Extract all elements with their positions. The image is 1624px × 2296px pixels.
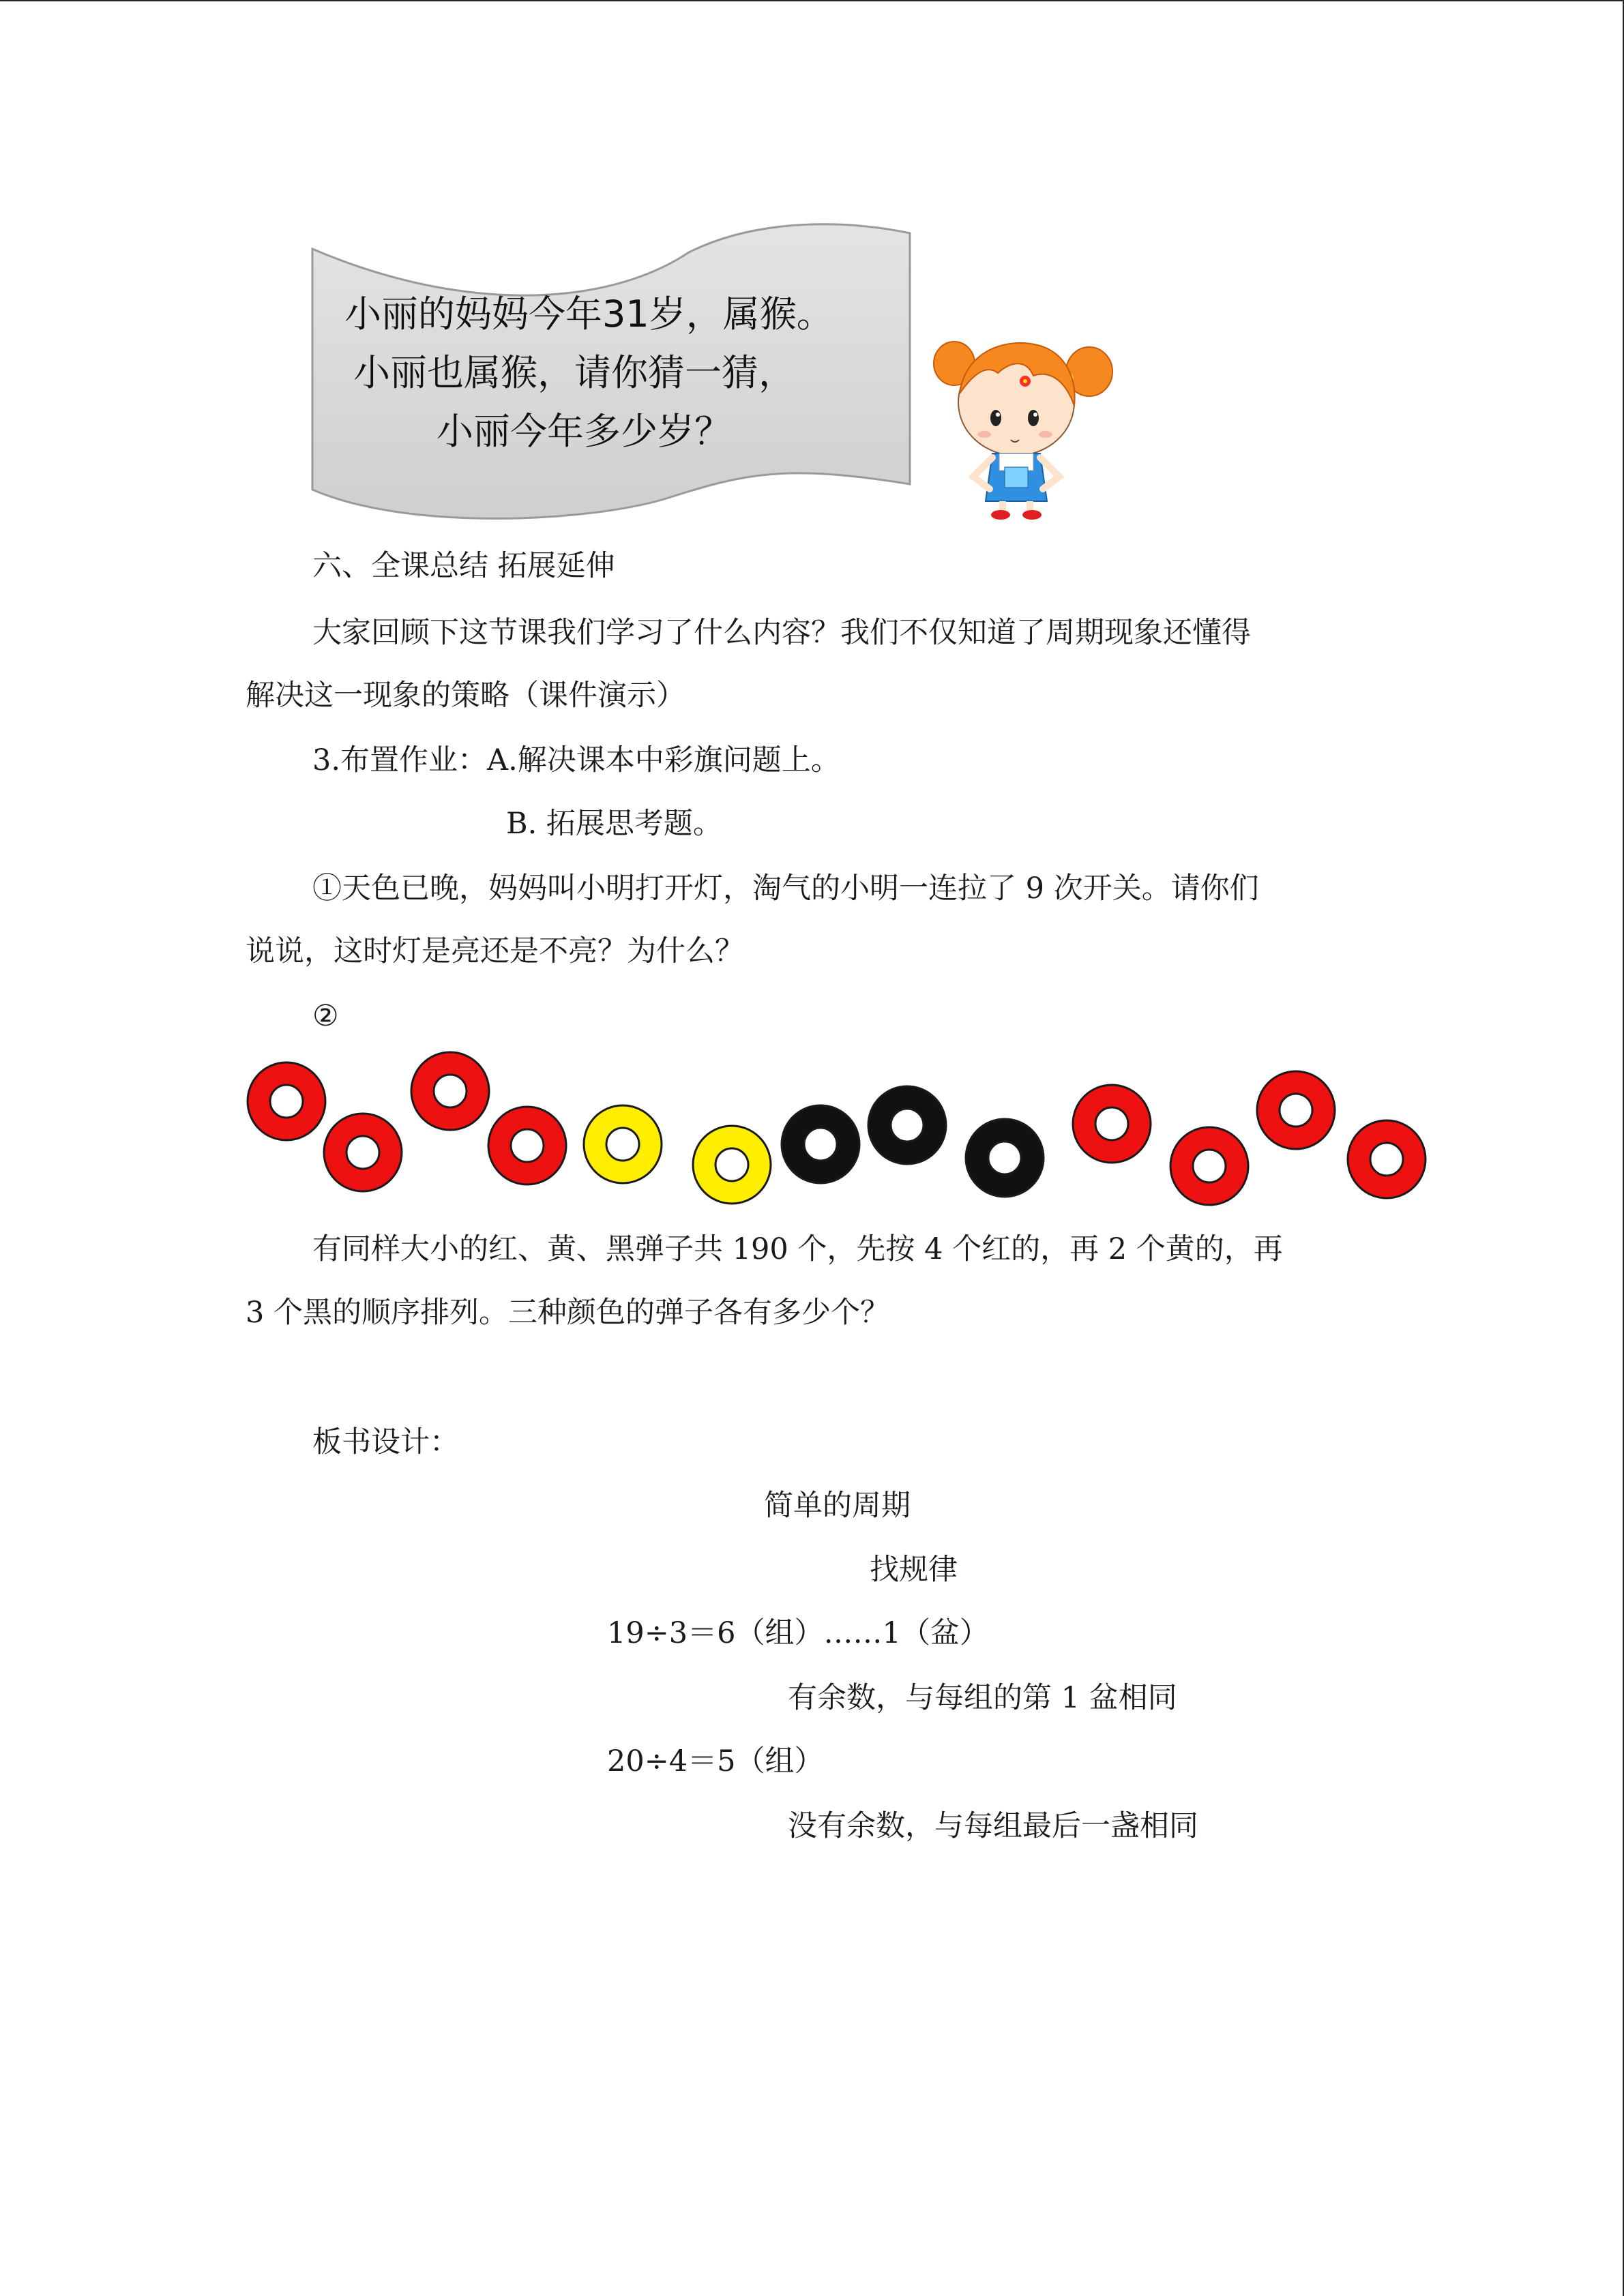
yellow-ring-hole xyxy=(606,1128,639,1161)
question-2-line-1: 有同样大小的红、黄、黑弹子共 190 个，先按 4 个红的，再 2 个黄的，再 xyxy=(312,1232,1283,1266)
red-ring-hole xyxy=(1193,1150,1226,1182)
colored-rings-row xyxy=(242,1050,1432,1210)
speech-line-2: 小丽也属猴，请你猜一猜， xyxy=(353,351,795,394)
speech-line-1: 小丽的妈妈今年31岁，属猴。 xyxy=(344,293,833,336)
question-1-line-2: 说说，这时灯是亮还是不亮？为什么？ xyxy=(246,934,744,968)
black-ring-hole xyxy=(804,1128,837,1161)
black-ring-hole xyxy=(891,1109,924,1142)
question-1-line-1: ①天色已晚，妈妈叫小明打开灯，淘气的小明一连拉了 9 次开关。请你们 xyxy=(312,871,1259,906)
summary-line-1: 大家回顾下这节课我们学习了什么内容？我们不仅知道了周期现象还懂得 xyxy=(312,616,1251,650)
black-ring-hole xyxy=(988,1142,1021,1174)
red-ring-hole xyxy=(1370,1143,1403,1176)
board-title: 简单的周期 xyxy=(764,1489,911,1523)
red-ring-hole xyxy=(346,1136,379,1169)
red-ring-hole xyxy=(270,1085,303,1118)
cartoon-girl-illustration xyxy=(931,331,1115,522)
homework-a: 3.布置作业：A.解决课本中彩旗问题上。 xyxy=(312,743,840,777)
speech-line-3: 小丽今年多少岁？ xyxy=(437,410,731,453)
yellow-ring-hole xyxy=(715,1148,748,1181)
board-note-1: 有余数，与每组的第 1 盆相同 xyxy=(788,1681,1177,1715)
speech-banner-text xyxy=(307,285,921,461)
question-2-marker: ② xyxy=(312,999,339,1033)
board-design-label: 板书设计： xyxy=(312,1425,459,1459)
board-equation-1: 19÷3＝6（组）……1（盆） xyxy=(607,1616,989,1650)
red-ring-hole xyxy=(1280,1094,1312,1127)
board-subtitle: 找规律 xyxy=(870,1553,958,1587)
homework-b: B. 拓展思考题。 xyxy=(506,807,722,841)
board-equation-2: 20÷4＝5（组） xyxy=(607,1744,824,1778)
board-note-2: 没有余数，与每组最后一盏相同 xyxy=(788,1809,1198,1843)
red-ring-hole xyxy=(434,1075,467,1107)
question-2-line-2: 3 个黑的顺序排列。三种颜色的弹子各有多少个？ xyxy=(246,1296,890,1330)
section-heading: 六、全课总结 拓展延伸 xyxy=(312,549,615,583)
red-ring-hole xyxy=(1095,1107,1128,1140)
summary-line-2: 解决这一现象的策略（课件演示） xyxy=(246,679,685,713)
red-ring-hole xyxy=(511,1129,544,1162)
